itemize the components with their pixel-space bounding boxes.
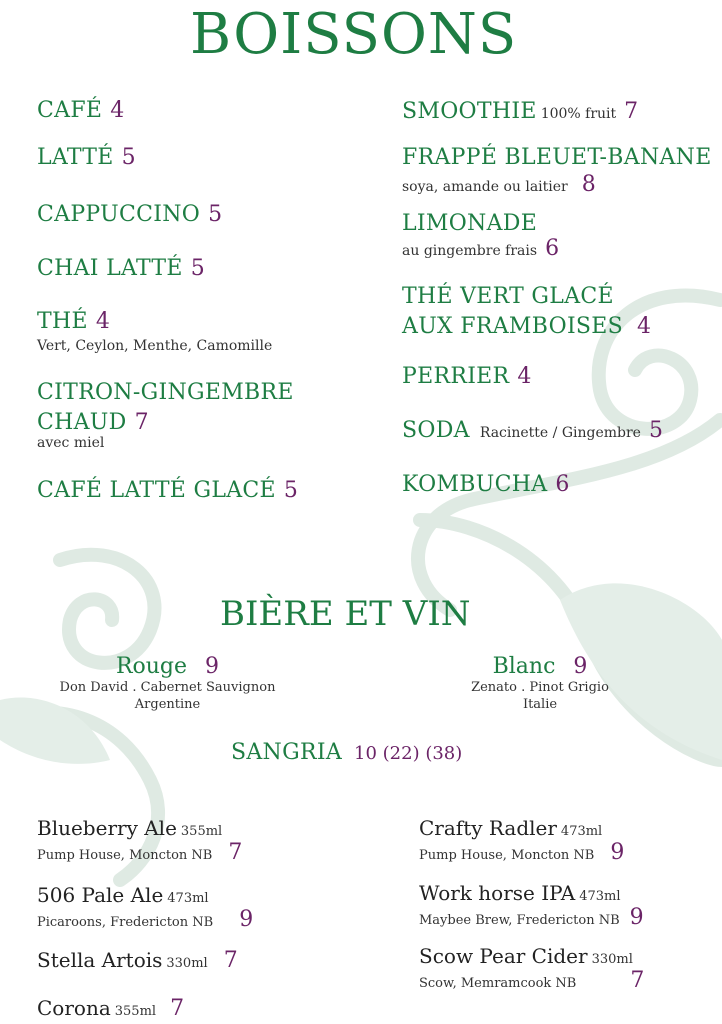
item-description: Vert, Ceylon, Menthe, Camomille: [37, 338, 273, 354]
beer-volume: 330ml: [166, 956, 208, 971]
menu-item-the: [37, 309, 110, 334]
beer-price: 7: [630, 968, 645, 993]
section-title-biere-vin: BIÈRE ET VIN: [220, 594, 471, 634]
item-price: 4: [517, 364, 532, 389]
beer-blueberry-ale: [37, 816, 242, 865]
menu-item-citron-gingembre: [37, 410, 149, 435]
menu-item-cafe-latte-glace: [37, 478, 298, 503]
item-name: CAFÉ LATTÉ GLACÉ: [37, 478, 276, 503]
menu-item-chai-latte: [37, 256, 205, 281]
item-description: au gingembre frais: [402, 243, 538, 259]
beer-corona: [37, 996, 184, 1021]
page-title: BOISSONS: [190, 2, 518, 67]
beer-volume: 473ml: [579, 889, 621, 904]
item-price: 5: [190, 256, 205, 281]
beer-name: Blueberry Ale: [37, 816, 177, 840]
beer-brewery: Maybee Brew, Fredericton NB: [419, 913, 620, 928]
beer-price: 7: [228, 840, 243, 865]
item-name: PERRIER: [402, 364, 510, 389]
beer-volume: 355ml: [180, 824, 223, 839]
beer-name: Crafty Radler: [419, 816, 557, 840]
wine-rouge: [40, 654, 295, 713]
wine-description: Zenato . Pinot Grigio: [471, 680, 609, 695]
beer-price: 9: [629, 905, 644, 930]
item-price: 6: [545, 236, 560, 261]
beer-volume: 355ml: [114, 1004, 157, 1019]
menu-item-cafe: [37, 98, 124, 123]
menu-item-limonade: LIMONADE: [402, 211, 538, 236]
item-name: CHAI LATTÉ: [37, 256, 183, 281]
item-name: KOMBUCHA: [402, 472, 548, 497]
item-description: avec miel: [37, 435, 105, 451]
beer-brewery: Pump House, Moncton NB: [37, 848, 213, 863]
sangria: [231, 740, 462, 765]
beer-stella-artois: [37, 948, 238, 973]
beer-volume: 330ml: [591, 952, 633, 967]
frappe-options: [402, 172, 596, 197]
beer-name: Scow Pear Cider: [419, 944, 588, 968]
item-name-line1: THÉ VERT GLACÉ: [402, 284, 614, 309]
beer-name: Corona: [37, 996, 111, 1020]
item-price: 4: [110, 98, 125, 123]
menu-item-cappuccino: [37, 202, 222, 227]
limonade-options: [402, 236, 559, 261]
item-price: 7: [624, 99, 639, 124]
item-name: CAFÉ: [37, 98, 103, 123]
beer-price: 7: [170, 996, 185, 1021]
wine-price: 9: [205, 654, 220, 679]
item-name: SMOOTHIE: [402, 99, 537, 124]
menu-item-perrier: [402, 364, 531, 389]
beer-scow-pear-cider: [419, 944, 644, 993]
beer-work-horse-ipa: [419, 881, 644, 930]
item-name-line2: CHAUD: [37, 410, 127, 435]
menu-item-smoothie: [402, 99, 638, 124]
item-price: 7: [134, 410, 149, 435]
item-price: 6: [555, 472, 570, 497]
beer-name: 506 Pale Ale: [37, 883, 164, 907]
item-price: 4: [637, 314, 652, 339]
wine-name: Rouge: [115, 654, 188, 679]
menu-item-the-vert-glace: [402, 314, 651, 339]
menu-item-frappe: FRAPPÉ BLEUET-BANANE: [402, 145, 712, 170]
beer-crafty-radler: [419, 816, 624, 865]
item-price: 5: [121, 145, 136, 170]
beer-price: 9: [239, 907, 254, 932]
item-name-line2: AUX FRAMBOISES: [402, 314, 624, 339]
beer-506-pale-ale: [37, 883, 253, 932]
wine-description: Don David . Cabernet Sauvignon: [59, 680, 276, 695]
item-price: 5: [283, 478, 298, 503]
item-name-line1: CITRON-GINGEMBRE: [37, 380, 294, 405]
beer-name: Stella Artois: [37, 948, 163, 972]
item-price: 5: [208, 202, 223, 227]
sangria-price: 10 (22) (38): [354, 743, 463, 764]
beer-price: 7: [223, 948, 238, 973]
beer-brewery: Picaroons, Fredericton NB: [37, 915, 214, 930]
sangria-name: SANGRIA: [231, 740, 343, 765]
beer-volume: 473ml: [560, 824, 603, 839]
item-price: 4: [95, 309, 110, 334]
menu-item-soda: [402, 418, 663, 443]
item-name: CAPPUCCINO: [37, 202, 201, 227]
item-name: SODA: [402, 418, 470, 443]
menu-item-latte: [37, 145, 136, 170]
wine-name: Blanc: [492, 654, 556, 679]
beer-volume: 473ml: [167, 891, 209, 906]
beer-brewery: Pump House, Moncton NB: [419, 848, 595, 863]
wine-origin: Italie: [522, 697, 558, 712]
menu-item-kombucha: [402, 472, 569, 497]
item-price: 5: [648, 418, 663, 443]
wine-origin: Argentine: [134, 697, 201, 712]
wine-blanc: [435, 654, 645, 713]
item-description: soya, amande ou laitier: [402, 179, 568, 195]
item-price: 8: [581, 172, 596, 197]
item-note: 100% fruit: [540, 106, 617, 122]
item-name: THÉ: [37, 309, 88, 334]
beer-brewery: Scow, Memramcook NB: [419, 976, 577, 991]
item-note: Racinette / Gingembre: [479, 425, 641, 441]
beer-name: Work horse IPA: [419, 881, 576, 905]
wine-price: 9: [573, 654, 588, 679]
item-name: LATTÉ: [37, 145, 114, 170]
beer-price: 9: [610, 840, 625, 865]
